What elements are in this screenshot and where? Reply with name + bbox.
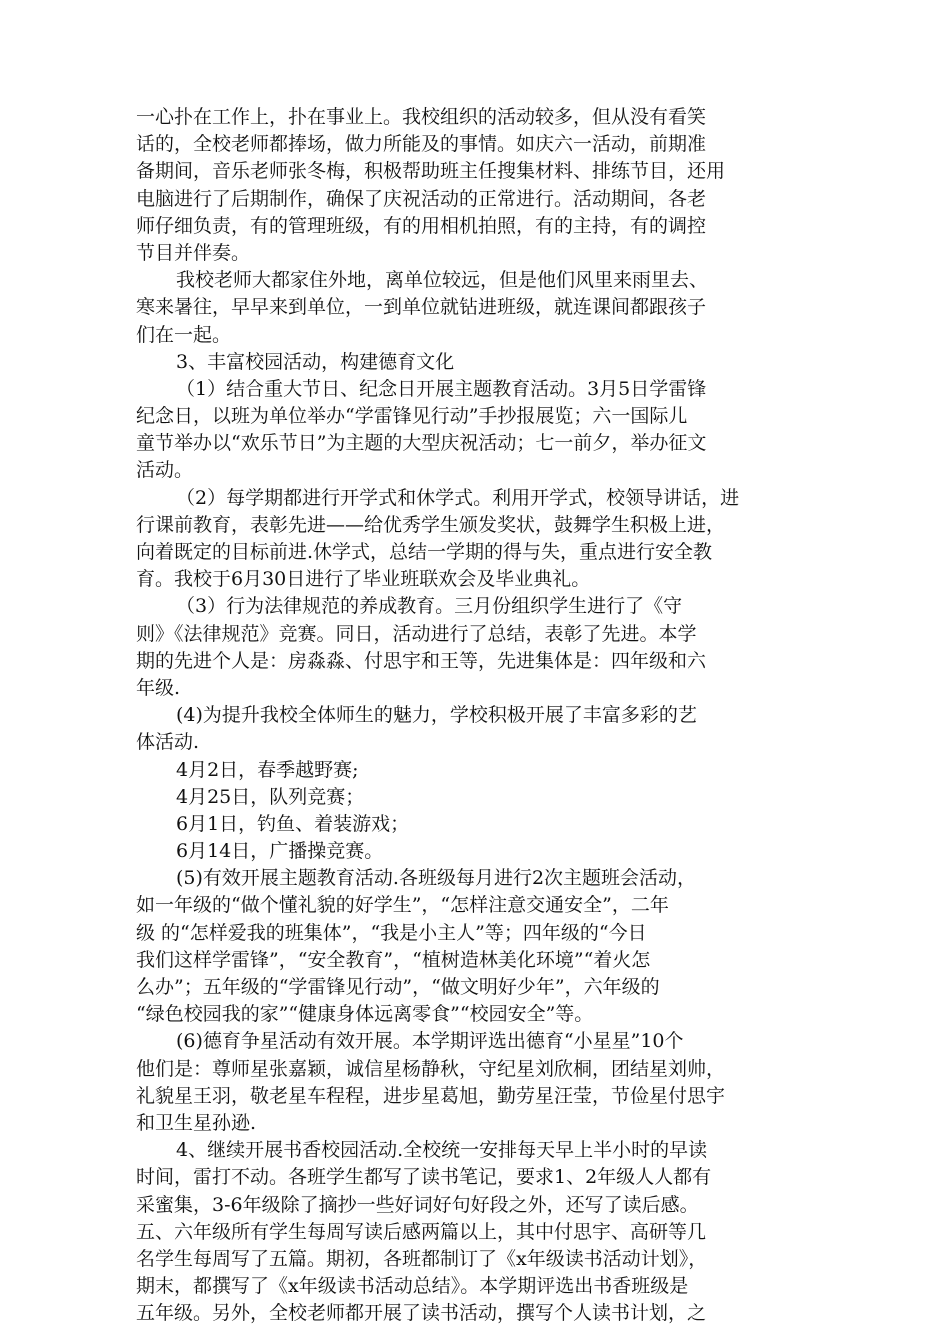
text-line: 我们这样学雷锋”，“安全教育”，“植树造林美化环境”“着火怎 (136, 948, 651, 971)
text-line: 4、继续开展书香校园活动.全校统一安排每天早上半小时的早读 (176, 1139, 708, 1162)
text-line: 童节举办以“欢乐节日”为主题的大型庆祝活动；七一前夕，举办征文 (136, 432, 707, 455)
text-line: 礼貌星王羽，敬老星车程程，进步星葛旭，勤劳星汪莹，节俭星付思宇 (136, 1084, 726, 1107)
text-line: (5)有效开展主题教育活动.各班级每月进行2次主题班会活动， (176, 867, 697, 890)
text-line: （1）结合重大节日、纪念日开展主题教育活动。3月5日学雷锋 (176, 377, 707, 400)
text-line: 3、丰富校园活动，构建德育文化 (176, 350, 455, 373)
text-line: 采蜜集，3-6年级除了摘抄一些好词好句好段之外，还写了读后感。 (136, 1193, 699, 1216)
text-line: (4)为提升我校全体师生的魅力，学校积极开展了丰富多彩的艺 (176, 704, 697, 727)
text-line: 级 的“怎样爱我的班集体”，“我是小主人”等；四年级的“今日 (136, 921, 647, 944)
document-body (136, 104, 826, 1327)
text-line: 备期间，音乐老师张冬梅，积极帮助班主任搜集材料、排练节目，还用 (136, 160, 726, 183)
text-line: （3）行为法律规范的养成教育。三月份组织学生进行了《守 (176, 595, 683, 618)
text-line: （2）每学期都进行开学式和休学式。利用开学式，校领导讲话，进 (176, 486, 740, 509)
text-line: (6)德育争星活动有效开展。本学期评选出德育“小星星”10个 (176, 1030, 684, 1053)
text-line: 6月14日，广播操竞赛。 (176, 840, 384, 863)
text-line: 电脑进行了后期制作，确保了庆祝活动的正常进行。活动期间，各老 (136, 187, 707, 210)
text-line: 话的，全校老师都捧场，做力所能及的事情。如庆六一活动，前期准 (136, 133, 707, 156)
text-line: 期的先进个人是：房淼淼、付思宇和王等，先进集体是：四年级和六 (136, 649, 707, 672)
text-line: 么办”；五年级的“学雷锋见行动”，“做文明好少年”，六年级的 (136, 976, 660, 998)
text-line: 名学生每周写了五篇。期初，各班都制订了《x年级读书活动计划》， (136, 1247, 708, 1270)
text-line: 五年级。另外，全校老师都开展了读书活动，撰写个人读书计划，之 (136, 1302, 707, 1325)
text-line: 师仔细负责，有的管理班级，有的用相机拍照，有的主持，有的调控 (136, 214, 707, 237)
text-line: 一心扑在工作上，扑在事业上。我校组织的活动较多，但从没有看笑 (136, 106, 707, 128)
text-line: 纪念日，以班为单位举办“学雷锋见行动”手抄报展览；六一国际儿 (136, 405, 688, 428)
text-line: 向着既定的目标前进.休学式，总结一学期的得与失，重点进行安全教 (136, 541, 713, 563)
text-line: 和卫生星孙逊. (136, 1111, 257, 1134)
text-line: 体活动. (136, 731, 200, 754)
text-line: 我校老师大都家住外地，离单位较远，但是他们风里来雨里去、 (176, 269, 709, 292)
text-line: 则》《法律规范》竞赛。同日，活动进行了总结，表彰了先进。本学 (136, 622, 697, 645)
text-line: 时间，雷打不动。各班学生都写了读书笔记，要求1、2年级人人都有 (136, 1166, 712, 1189)
text-line: 4月2日，春季越野赛; (176, 758, 359, 781)
text-line: 期末，都撰写了《x年级读书活动总结》。本学期评选出书香班级是 (136, 1275, 689, 1298)
text-line: “绿色校园我的家”“健康身体远离零食”“校园安全”等。 (136, 1003, 594, 1026)
text-line: 6月1日，钓鱼、着装游戏； (176, 812, 410, 835)
text-line: 们在一起。 (136, 323, 232, 346)
text-line: 如一年级的“做个懂礼貌的好学生”，“怎样注意交通安全”，二年 (136, 894, 669, 917)
text-line: 他们是：尊师星张嘉颖，诚信星杨静秋，守纪星刘欣桐，团结星刘帅， (136, 1057, 726, 1080)
text-line: 活动。 (136, 459, 194, 482)
text-line: 4月25日，队列竞赛； (176, 785, 365, 808)
text-line: 节目并伴奏。 (136, 241, 251, 264)
text-line: 育。我校于6月30日进行了毕业班联欢会及毕业典礼。 (136, 568, 591, 591)
text-line: 年级. (136, 676, 181, 699)
text-line: 行课前教育，表彰先进——给优秀学生颁发奖状，鼓舞学生积极上进， (136, 513, 726, 536)
text-line: 寒来暑往，早早来到单位，一到单位就钻进班级，就连课间都跟孩子 (136, 296, 707, 319)
text-line: 五、六年级所有学生每周写读后感两篇以上，其中付思宇、高研等几 (136, 1220, 707, 1243)
